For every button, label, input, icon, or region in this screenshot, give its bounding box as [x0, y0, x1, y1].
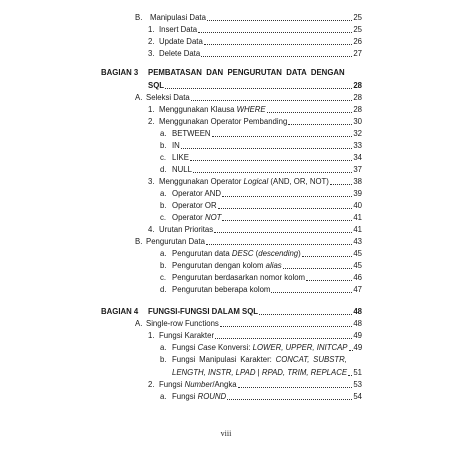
- entry-page: 37: [353, 165, 362, 174]
- leader-dots: [267, 112, 353, 113]
- entry-label: IN: [172, 141, 180, 150]
- leader-dots: [306, 280, 352, 281]
- entry-label: Delete Data: [159, 49, 201, 58]
- entry-page: 41: [353, 225, 362, 234]
- entry-page: 25: [353, 25, 362, 34]
- entry-prefix: 4.: [148, 225, 155, 234]
- toc-entry-operator-not[interactable]: [160, 211, 362, 223]
- toc-entry-in[interactable]: [160, 139, 362, 151]
- page-number: viii: [220, 429, 232, 438]
- leader-dots: [207, 20, 352, 21]
- entry-page: 38: [353, 177, 362, 186]
- section-label-bagian-3: BAGIAN 3: [101, 68, 139, 77]
- entry-label: Pengurutan dengan kolom alias: [172, 261, 282, 270]
- entry-prefix: 3.: [148, 177, 155, 186]
- leader-dots: [204, 44, 353, 45]
- entry-prefix: a.: [160, 343, 167, 352]
- toc-entry-seleksi-data[interactable]: [135, 91, 362, 103]
- entry-page: 27: [353, 49, 362, 58]
- entry-label: LIKE: [172, 153, 189, 162]
- entry-prefix: 1.: [148, 105, 155, 114]
- entry-label: Manipulasi Data: [150, 13, 206, 22]
- entry-page: 51: [353, 368, 362, 377]
- leader-dots: [349, 350, 353, 351]
- entry-page: 49: [353, 343, 363, 352]
- toc-entry-pengurutan-desc[interactable]: [160, 247, 362, 259]
- entry-page: 28: [353, 81, 362, 90]
- entry-page: 48: [353, 319, 362, 328]
- toc-entry-insert-data[interactable]: [148, 23, 362, 35]
- entry-prefix: b.: [160, 201, 167, 210]
- entry-label: Single-row Functions: [146, 319, 219, 328]
- entry-prefix: a.: [160, 392, 167, 401]
- leader-dots: [259, 314, 352, 315]
- toc-entry-manipulasi-karakter[interactable]: [172, 366, 362, 378]
- entry-label: BETWEEN: [172, 129, 211, 138]
- leader-dots: [191, 100, 353, 101]
- leader-dots: [201, 56, 352, 57]
- entry-label: Pengurutan Data: [146, 237, 205, 246]
- entry-label: Update Data: [159, 37, 203, 46]
- toc-entry-manipulasi-data[interactable]: [135, 11, 362, 23]
- leader-dots: [283, 268, 353, 269]
- entry-prefix: 1.: [148, 25, 155, 34]
- leader-dots: [212, 136, 353, 137]
- entry-label: Pengurutan berdasarkan nomor kolom: [172, 273, 306, 282]
- toc-entry-nomor-kolom[interactable]: [160, 271, 362, 283]
- toc-entry-case-konversi[interactable]: [160, 341, 362, 353]
- entry-label: Operator NOT: [172, 213, 222, 222]
- entry-prefix: A.: [135, 319, 143, 328]
- leader-dots: [198, 32, 352, 33]
- entry-label: Insert Data: [159, 25, 198, 34]
- entry-label: Operator AND: [172, 189, 221, 198]
- entry-page: 48: [353, 307, 362, 316]
- section-title-bagian-3[interactable]: PEMBATASAN DAN PENGURUTAN DATA DENGAN: [148, 68, 345, 77]
- entry-label: Operator OR: [172, 201, 217, 210]
- toc-entry-fungsi-number[interactable]: [148, 378, 362, 390]
- entry-prefix: 1.: [148, 331, 155, 340]
- entry-page: 40: [353, 201, 362, 210]
- leader-dots: [222, 220, 352, 221]
- toc-entry-beberapa-kolom[interactable]: [160, 283, 362, 295]
- entry-page: 45: [353, 249, 362, 258]
- toc-entry-operator-pembanding[interactable]: [148, 115, 362, 127]
- entry-prefix: b.: [160, 355, 167, 364]
- leader-dots: [218, 208, 353, 209]
- entry-page: 46: [353, 273, 362, 282]
- toc-entry-null[interactable]: [160, 163, 362, 175]
- toc-entry-urutan-prioritas[interactable]: [148, 223, 362, 235]
- toc-entry-operator-and[interactable]: [160, 187, 362, 199]
- leader-dots: [206, 244, 352, 245]
- leader-dots: [348, 375, 352, 376]
- leader-dots: [214, 232, 352, 233]
- entry-label: Fungsi Case Konversi: LOWER, UPPER, INITCAP: [172, 343, 348, 352]
- entry-prefix: B.: [135, 13, 143, 22]
- entry-label: FUNGSI-FUNGSI DALAM SQL: [148, 307, 259, 316]
- toc-entry-operator-or[interactable]: [160, 199, 362, 211]
- entry-label: Seleksi Data: [146, 93, 190, 102]
- entry-page: 26: [353, 37, 362, 46]
- entry-prefix: d.: [160, 285, 167, 294]
- entry-prefix: 2.: [148, 117, 155, 126]
- leader-dots: [190, 160, 352, 161]
- leader-dots: [220, 326, 353, 327]
- entry-prefix: a.: [160, 249, 167, 258]
- entry-prefix: a.: [160, 129, 167, 138]
- toc-entry-single-row-functions[interactable]: [135, 317, 362, 329]
- toc-entry-update-data[interactable]: [148, 35, 362, 47]
- entry-label: Menggunakan Operator Logical (AND, OR, NOT): [159, 177, 329, 186]
- toc-entry-like[interactable]: [160, 151, 362, 163]
- entry-label: Fungsi Manipulasi Karakter: CONCAT, SUBSTR,: [172, 355, 347, 364]
- entry-prefix: c.: [160, 213, 167, 222]
- entry-prefix: b.: [160, 141, 167, 150]
- entry-page: 39: [353, 189, 362, 198]
- toc-entry-klausa-where[interactable]: [148, 103, 362, 115]
- entry-label-continued: LENGTH, INSTR, LPAD | RPAD, TRIM, REPLACE: [172, 368, 348, 377]
- entry-label: Urutan Prioritas: [159, 225, 214, 234]
- entry-prefix: A.: [135, 93, 143, 102]
- entry-page: 49: [353, 331, 362, 340]
- entry-prefix: 2.: [148, 37, 155, 46]
- entry-prefix: c.: [160, 273, 167, 282]
- toc-entry-between[interactable]: [160, 127, 362, 139]
- toc-entry-delete-data[interactable]: [148, 47, 362, 59]
- toc-entry-operator-logical[interactable]: [148, 175, 362, 187]
- toc-entry-bagian-3[interactable]: [148, 79, 362, 91]
- entry-label: Fungsi Number/Angka: [159, 380, 237, 389]
- entry-page: 33: [353, 141, 362, 150]
- entry-prefix: 3.: [148, 49, 155, 58]
- leader-dots: [330, 184, 352, 185]
- entry-page: 43: [353, 237, 362, 246]
- entry-prefix: a.: [160, 189, 167, 198]
- entry-page: 28: [353, 105, 362, 114]
- entry-label: Pengurutan data DESC (descending): [172, 249, 301, 258]
- entry-page: 53: [353, 380, 362, 389]
- leader-dots: [222, 196, 352, 197]
- leader-dots: [302, 256, 353, 257]
- entry-label: Menggunakan Klausa WHERE: [159, 105, 266, 114]
- entry-label-continued: SQL: [148, 81, 165, 90]
- toc-entry-manipulasi-karakter-line1[interactable]: [160, 353, 362, 365]
- entry-prefix: c.: [160, 153, 167, 162]
- entry-page: 25: [353, 13, 362, 22]
- toc-entry-fungsi-round[interactable]: [160, 390, 362, 402]
- leader-dots: [165, 88, 352, 89]
- entry-page: 45: [353, 261, 362, 270]
- leader-dots: [193, 172, 352, 173]
- toc-entry-bagian-4[interactable]: [148, 305, 362, 317]
- entry-page: 28: [353, 93, 362, 102]
- section-label-bagian-4: BAGIAN 4: [101, 307, 139, 316]
- entry-page: 47: [353, 285, 362, 294]
- entry-label: NULL: [172, 165, 192, 174]
- entry-label: Fungsi Karakter: [159, 331, 215, 340]
- toc-entry-pengurutan-data[interactable]: [135, 235, 362, 247]
- toc-entry-fungsi-karakter[interactable]: [148, 329, 362, 341]
- leader-dots: [288, 124, 352, 125]
- entry-page: 30: [353, 117, 362, 126]
- entry-label: Fungsi ROUND: [172, 392, 227, 401]
- entry-page: 41: [353, 213, 362, 222]
- leader-dots: [238, 387, 353, 388]
- entry-page: 34: [353, 153, 362, 162]
- entry-prefix: d.: [160, 165, 167, 174]
- entry-prefix: B.: [135, 237, 143, 246]
- entry-page: 54: [353, 392, 362, 401]
- toc-entry-kolom-alias[interactable]: [160, 259, 362, 271]
- entry-prefix: b.: [160, 261, 167, 270]
- entry-prefix: 2.: [148, 380, 155, 389]
- leader-dots: [227, 399, 352, 400]
- leader-dots: [271, 292, 352, 293]
- entry-label: Menggunakan Operator Pembanding: [159, 117, 288, 126]
- leader-dots: [181, 148, 353, 149]
- entry-page: 32: [353, 129, 362, 138]
- entry-label: Pengurutan beberapa kolom: [172, 285, 271, 294]
- leader-dots: [215, 338, 352, 339]
